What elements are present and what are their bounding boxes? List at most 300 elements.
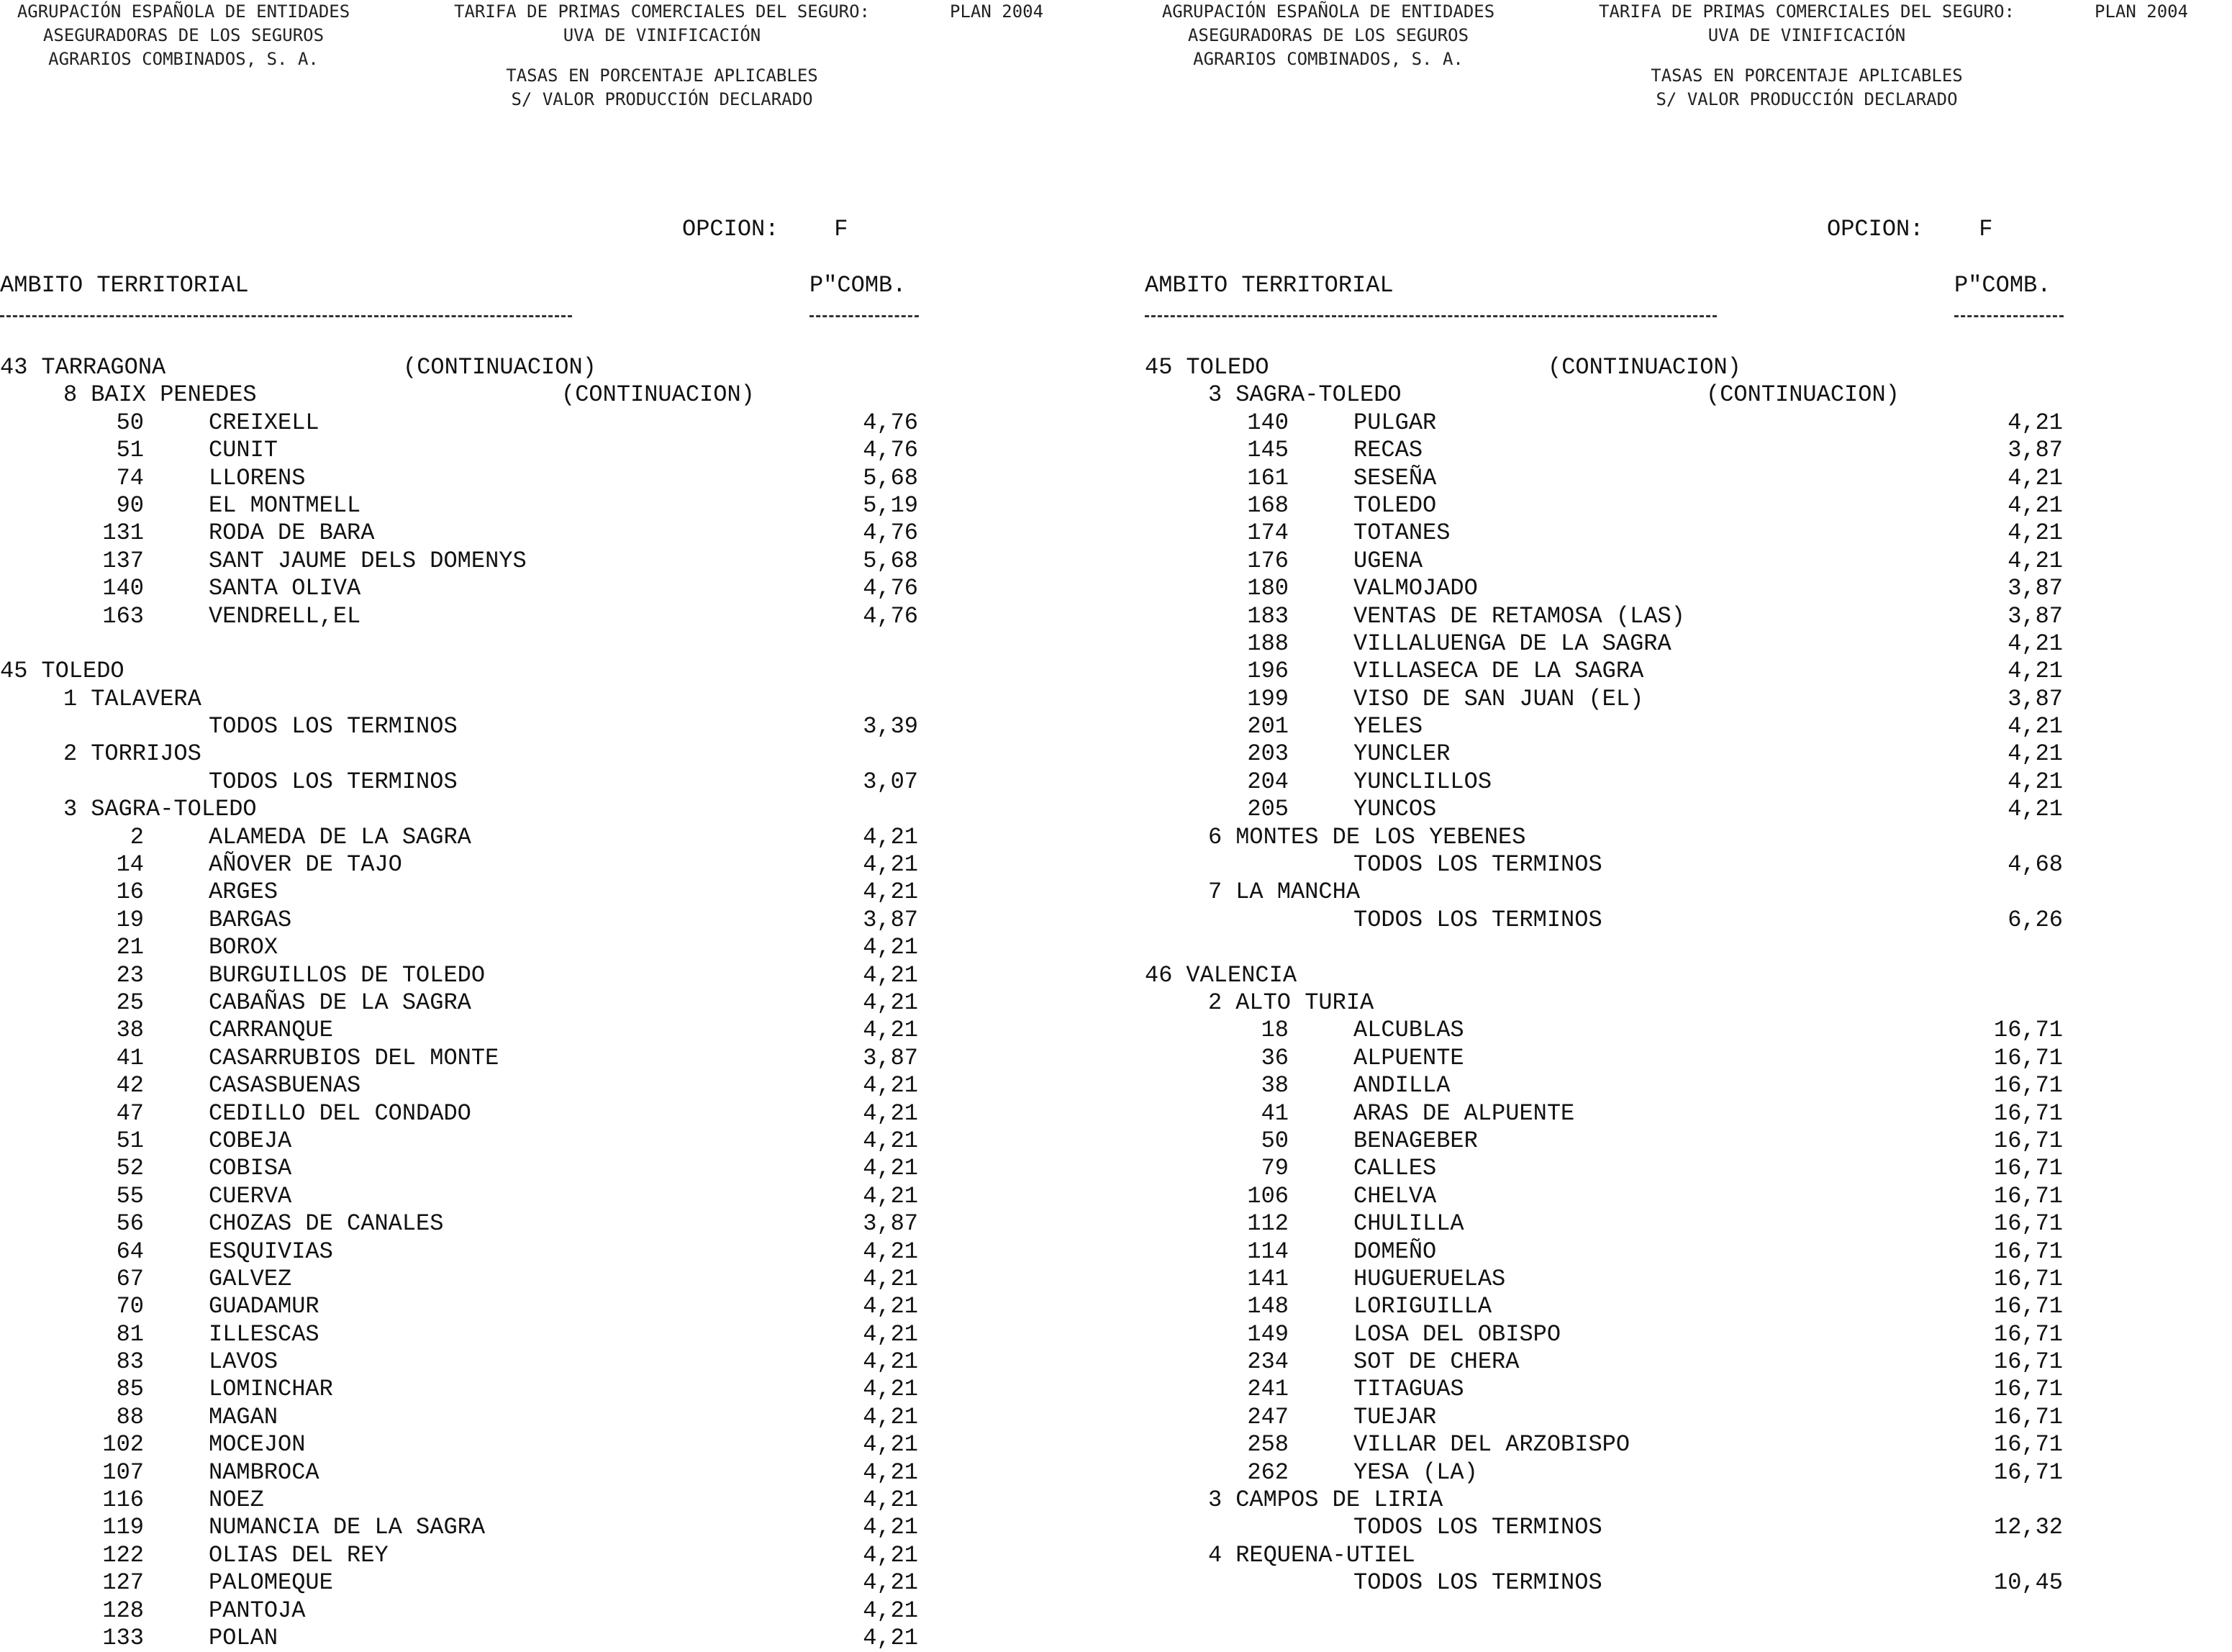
comarca-name: CAMPOS DE LIRIA — [1235, 1487, 1443, 1514]
comarca-name: TORRIJOS — [91, 740, 201, 768]
municipality-code: 145 — [1247, 437, 1289, 464]
municipality-name: RODA DE BARA — [209, 519, 375, 547]
premium-rate: 16,71 — [1993, 1348, 2063, 1376]
municipality-row — [1145, 1238, 2232, 1266]
column-underline-pcomb — [1954, 315, 2064, 317]
municipality-code: 183 — [1247, 602, 1289, 630]
municipality-name: HUGUERUELAS — [1353, 1265, 1506, 1292]
municipality-name: ANDILLA — [1353, 1072, 1451, 1099]
municipality-name: OLIAS DEL REY — [209, 1541, 389, 1569]
municipality-name: YUNCOS — [1353, 796, 1437, 823]
municipality-code: 149 — [1247, 1320, 1289, 1348]
province-row — [0, 354, 1087, 381]
municipality-name: CABAÑAS DE LA SAGRA — [209, 989, 471, 1016]
comarca-row — [0, 796, 1087, 823]
comarca-code: 1 — [63, 685, 78, 712]
municipality-row — [0, 989, 1087, 1017]
municipality-row — [0, 1210, 1087, 1238]
tariff-page-right — [1145, 0, 2232, 1647]
all-terms-row — [1145, 1569, 2232, 1597]
municipality-code: 50 — [1261, 1127, 1289, 1154]
municipality-code: 56 — [116, 1210, 144, 1238]
municipality-name: YUNCLER — [1353, 740, 1451, 768]
municipality-name: LAVOS — [209, 1348, 278, 1376]
province-code: 45 — [0, 658, 28, 685]
municipality-code: 180 — [1247, 575, 1289, 602]
municipality-name: BARGAS — [209, 906, 292, 933]
municipality-row — [0, 1155, 1087, 1182]
municipality-code: 262 — [1247, 1458, 1289, 1486]
municipality-name: PULGAR — [1353, 409, 1437, 436]
all-terms-row — [1145, 851, 2232, 879]
municipality-row — [1145, 1155, 2232, 1182]
option-line — [1827, 216, 1992, 242]
option-label: OPCION: — [1827, 216, 1924, 242]
municipality-code: 64 — [116, 1238, 144, 1265]
municipality-code: 107 — [102, 1458, 144, 1486]
tariff-rows — [1145, 354, 2232, 1597]
municipality-row — [1145, 519, 2232, 547]
municipality-row — [1145, 1459, 2232, 1487]
municipality-code: 90 — [116, 491, 144, 519]
premium-rate: 3,87 — [2008, 437, 2063, 464]
municipality-row — [0, 519, 1087, 547]
municipality-row — [0, 1238, 1087, 1266]
premium-rate: 4,21 — [2008, 547, 2063, 574]
premium-rate: 4,68 — [2008, 851, 2063, 879]
premium-rate: 16,71 — [1993, 1265, 2063, 1292]
comarca-name: LA MANCHA — [1235, 879, 1361, 906]
municipality-code: 18 — [1261, 1017, 1289, 1044]
comarca-row — [0, 381, 1087, 409]
municipality-code: 114 — [1247, 1238, 1289, 1265]
municipality-row — [0, 465, 1087, 492]
municipality-name: NUMANCIA DE LA SAGRA — [209, 1514, 486, 1541]
municipality-name: ILLESCAS — [209, 1320, 319, 1348]
all-terms-label: TODOS LOS TERMINOS — [1353, 1569, 1602, 1597]
premium-rate: 16,71 — [1993, 1431, 2063, 1458]
municipality-row — [0, 1127, 1087, 1155]
municipality-row — [0, 1183, 1087, 1210]
municipality-name: BENAGEBER — [1353, 1127, 1478, 1154]
municipality-name: RECAS — [1353, 437, 1423, 464]
tariff-title: TARIFA DE PRIMAS COMERCIALES DEL SEGURO: UVA DE VINIFICACIÓN — [454, 1, 870, 45]
comarca-code: 3 — [1208, 1487, 1222, 1514]
municipality-row — [0, 1293, 1087, 1320]
municipality-name: CHULILLA — [1353, 1210, 1464, 1238]
comarca-name: REQUENA-UTIEL — [1235, 1541, 1415, 1569]
premium-rate: 4,76 — [863, 437, 918, 464]
municipality-name: VILLAR DEL ARZOBISPO — [1353, 1431, 1630, 1458]
comarca-row — [0, 686, 1087, 713]
municipality-row — [0, 907, 1087, 934]
premium-rate: 16,71 — [1993, 1044, 2063, 1071]
municipality-code: 116 — [102, 1487, 144, 1514]
premium-rate: 4,21 — [863, 1541, 918, 1569]
municipality-code: 14 — [116, 851, 144, 879]
province-row — [1145, 354, 2232, 381]
premium-rate: 4,21 — [863, 1182, 918, 1210]
option-value: F — [834, 216, 848, 242]
option-line — [682, 216, 848, 242]
municipality-row — [0, 409, 1087, 437]
premium-rate: 4,21 — [863, 961, 918, 989]
municipality-name: LOSA DEL OBISPO — [1353, 1320, 1561, 1348]
municipality-name: NOEZ — [209, 1487, 264, 1514]
municipality-name: VENDRELL,EL — [209, 602, 361, 630]
province-name: TARRAGONA — [41, 354, 166, 381]
premium-rate: 16,71 — [1993, 1099, 2063, 1127]
blank-line — [0, 630, 1087, 658]
municipality-row — [1145, 768, 2232, 796]
municipality-code: 137 — [102, 547, 144, 574]
municipality-code: 41 — [1261, 1099, 1289, 1127]
comarca-name: SAGRA-TOLEDO — [91, 796, 257, 823]
municipality-row — [1145, 658, 2232, 685]
premium-rate: 3,87 — [863, 1210, 918, 1238]
municipality-name: YELES — [1353, 713, 1423, 740]
municipality-code: 81 — [116, 1320, 144, 1348]
municipality-row — [1145, 1100, 2232, 1127]
premium-rate: 5,19 — [863, 491, 918, 519]
municipality-code: 50 — [116, 409, 144, 436]
insurer-name: AGRUPACIÓN ESPAÑOLA DE ENTIDADES ASEGURADORAS DE LOS SEGUROS AGRARIOS COMBINADOS, S. A. — [17, 1, 350, 69]
municipality-name: MOCEJON — [209, 1431, 306, 1458]
province-code: 46 — [1145, 961, 1173, 989]
premium-rate: 4,21 — [863, 989, 918, 1016]
premium-rate: 4,21 — [863, 1431, 918, 1458]
municipality-name: CUERVA — [209, 1182, 292, 1210]
municipality-code: 131 — [102, 519, 144, 547]
municipality-name: CHELVA — [1353, 1182, 1437, 1210]
municipality-row — [1145, 1127, 2232, 1155]
municipality-name: ALCUBLAS — [1353, 1017, 1464, 1044]
premium-rate: 16,71 — [1993, 1072, 2063, 1099]
continuation-label: (CONTINUACION) — [1706, 381, 1900, 409]
comarca-code: 2 — [63, 740, 78, 768]
premium-rate: 12,32 — [1993, 1514, 2063, 1541]
province-code: 43 — [0, 354, 28, 381]
premium-rate: 4,76 — [863, 575, 918, 602]
municipality-code: 42 — [116, 1072, 144, 1099]
premium-rate: 4,21 — [863, 1238, 918, 1265]
municipality-row — [1145, 1404, 2232, 1431]
municipality-row — [1145, 1045, 2232, 1072]
municipality-code: 51 — [116, 437, 144, 464]
municipality-row — [1145, 1431, 2232, 1458]
municipality-name: YUNCLILLOS — [1353, 768, 1492, 795]
municipality-row — [0, 1321, 1087, 1348]
municipality-code: 38 — [116, 1017, 144, 1044]
municipality-name: AÑOVER DE TAJO — [209, 851, 402, 879]
premium-rate: 16,71 — [1993, 1403, 2063, 1430]
municipality-name: COBEJA — [209, 1127, 292, 1154]
premium-rate: 4,21 — [2008, 796, 2063, 823]
comarca-row — [1145, 989, 2232, 1017]
premium-rate: 4,21 — [863, 934, 918, 961]
municipality-row — [1145, 1293, 2232, 1320]
municipality-row — [0, 1514, 1087, 1541]
municipality-name: VENTAS DE RETAMOSA (LAS) — [1353, 602, 1685, 630]
municipality-row — [0, 1100, 1087, 1127]
province-code: 45 — [1145, 354, 1173, 381]
municipality-row — [0, 1459, 1087, 1487]
premium-rate: 4,21 — [2008, 713, 2063, 740]
premium-rate: 3,87 — [2008, 685, 2063, 712]
municipality-name: POLAN — [209, 1624, 278, 1651]
premium-rate: 3,87 — [863, 906, 918, 933]
municipality-code: 21 — [116, 934, 144, 961]
municipality-code: 52 — [116, 1155, 144, 1182]
municipality-name: BURGUILLOS DE TOLEDO — [209, 961, 486, 989]
municipality-name: CASARRUBIOS DEL MONTE — [209, 1044, 499, 1071]
premium-rate: 3,87 — [2008, 602, 2063, 630]
municipality-row — [0, 851, 1087, 879]
municipality-row — [1145, 686, 2232, 713]
comarca-name: ALTO TURIA — [1235, 989, 1374, 1016]
municipality-row — [1145, 740, 2232, 768]
premium-rate: 4,21 — [863, 1265, 918, 1292]
municipality-code: 74 — [116, 464, 144, 491]
municipality-row — [1145, 630, 2232, 658]
rates-note: TASAS EN PORCENTAJE APLICABLES S/ VALOR PRODUCCIÓN DECLARADO — [506, 65, 818, 109]
municipality-name: CARRANQUE — [209, 1017, 333, 1044]
municipality-row — [0, 1625, 1087, 1652]
column-underline-pcomb — [809, 315, 919, 317]
premium-rate: 5,68 — [863, 547, 918, 574]
municipality-name: DOMEÑO — [1353, 1238, 1437, 1265]
comarca-name: MONTES DE LOS YEBENES — [1235, 823, 1526, 850]
plan-label: PLAN 2004 — [950, 1, 1044, 22]
premium-rate: 10,45 — [1993, 1569, 2063, 1597]
continuation-label: (CONTINUACION) — [1548, 354, 1741, 381]
municipality-name: CHOZAS DE CANALES — [209, 1210, 444, 1238]
municipality-name: CREIXELL — [209, 409, 319, 436]
municipality-code: 234 — [1247, 1348, 1289, 1376]
municipality-name: GALVEZ — [209, 1265, 292, 1292]
premium-rate: 4,21 — [2008, 409, 2063, 436]
premium-rate: 4,21 — [863, 1099, 918, 1127]
municipality-row — [1145, 1348, 2232, 1376]
municipality-code: 47 — [116, 1099, 144, 1127]
all-terms-row — [1145, 907, 2232, 934]
municipality-row — [1145, 1072, 2232, 1099]
municipality-row — [0, 1542, 1087, 1569]
municipality-name: PANTOJA — [209, 1597, 306, 1624]
comarca-code: 8 — [63, 381, 78, 409]
municipality-name: ALPUENTE — [1353, 1044, 1464, 1071]
municipality-row — [0, 1376, 1087, 1403]
municipality-name: GUADAMUR — [209, 1293, 319, 1320]
column-header-pcomb: P"COMB. — [809, 272, 907, 299]
municipality-name: LLORENS — [209, 464, 306, 491]
premium-rate: 16,71 — [1993, 1017, 2063, 1044]
premium-rate: 3,87 — [2008, 575, 2063, 602]
comarca-name: TALAVERA — [91, 685, 201, 712]
tariff-page-left — [0, 0, 1087, 1651]
premium-rate: 4,21 — [863, 1597, 918, 1624]
municipality-name: CUNIT — [209, 437, 278, 464]
premium-rate: 4,21 — [2008, 519, 2063, 547]
municipality-code: 38 — [1261, 1072, 1289, 1099]
municipality-name: VISO DE SAN JUAN (EL) — [1353, 685, 1644, 712]
premium-rate: 5,68 — [863, 464, 918, 491]
municipality-row — [1145, 713, 2232, 740]
premium-rate: 4,21 — [2008, 658, 2063, 685]
municipality-name: PALOMEQUE — [209, 1569, 333, 1597]
municipality-row — [1145, 575, 2232, 602]
premium-rate: 4,21 — [863, 1624, 918, 1651]
premium-rate: 4,21 — [863, 823, 918, 850]
municipality-name: VALMOJADO — [1353, 575, 1478, 602]
municipality-code: 199 — [1247, 685, 1289, 712]
municipality-row — [1145, 603, 2232, 630]
municipality-row — [0, 1487, 1087, 1514]
municipality-row — [1145, 1321, 2232, 1348]
municipality-name: VILLALUENGA DE LA SAGRA — [1353, 630, 1671, 657]
comarca-code: 3 — [1208, 381, 1222, 409]
municipality-code: 205 — [1247, 796, 1289, 823]
all-terms-row — [1145, 1514, 2232, 1541]
municipality-code: 148 — [1247, 1293, 1289, 1320]
province-row — [0, 658, 1087, 685]
municipality-name: ARGES — [209, 879, 278, 906]
tariff-title: TARIFA DE PRIMAS COMERCIALES DEL SEGURO: UVA DE VINIFICACIÓN — [1599, 1, 2015, 45]
premium-rate: 16,71 — [1993, 1155, 2063, 1182]
municipality-name: TOLEDO — [1353, 491, 1437, 519]
province-name: TOLEDO — [1186, 354, 1269, 381]
municipality-name: TITAGUAS — [1353, 1376, 1464, 1403]
premium-rate: 3,07 — [863, 768, 918, 795]
municipality-name: ALAMEDA DE LA SAGRA — [209, 823, 471, 850]
municipality-row — [1145, 409, 2232, 437]
municipality-code: 19 — [116, 906, 144, 933]
premium-rate: 4,76 — [863, 409, 918, 436]
comarca-row — [1145, 1487, 2232, 1514]
municipality-row — [1145, 1017, 2232, 1044]
comarca-row — [1145, 879, 2232, 906]
municipality-row — [0, 575, 1087, 602]
all-terms-row — [0, 713, 1087, 740]
municipality-name: LORIGUILLA — [1353, 1293, 1492, 1320]
premium-rate: 4,21 — [863, 1403, 918, 1430]
premium-rate: 4,21 — [863, 1458, 918, 1486]
municipality-code: 140 — [1247, 409, 1289, 436]
municipality-name: EL MONTMELL — [209, 491, 361, 519]
municipality-code: 163 — [102, 602, 144, 630]
municipality-code: 79 — [1261, 1155, 1289, 1182]
municipality-code: 23 — [116, 961, 144, 989]
municipality-row — [0, 962, 1087, 989]
municipality-name: UGENA — [1353, 547, 1423, 574]
premium-rate: 4,21 — [2008, 768, 2063, 795]
municipality-code: 85 — [116, 1376, 144, 1403]
municipality-row — [0, 1045, 1087, 1072]
all-terms-label: TODOS LOS TERMINOS — [209, 713, 458, 740]
column-underline-ambito — [1145, 315, 1717, 317]
municipality-code: 161 — [1247, 464, 1289, 491]
municipality-row — [0, 1266, 1087, 1293]
all-terms-label: TODOS LOS TERMINOS — [1353, 1514, 1602, 1541]
municipality-code: 16 — [116, 879, 144, 906]
municipality-code: 127 — [102, 1569, 144, 1597]
municipality-row — [0, 1072, 1087, 1099]
column-header-ambito: AMBITO TERRITORIAL — [1145, 272, 1394, 299]
column-header-pcomb: P"COMB. — [1954, 272, 2051, 299]
municipality-name: SANTA OLIVA — [209, 575, 361, 602]
comarca-row — [1145, 824, 2232, 851]
municipality-code: 196 — [1247, 658, 1289, 685]
municipality-name: MAGAN — [209, 1403, 278, 1430]
municipality-code: 174 — [1247, 519, 1289, 547]
municipality-code: 41 — [116, 1044, 144, 1071]
municipality-name: ARAS DE ALPUENTE — [1353, 1099, 1575, 1127]
municipality-code: 188 — [1247, 630, 1289, 657]
premium-rate: 4,76 — [863, 519, 918, 547]
municipality-name: SOT DE CHERA — [1353, 1348, 1520, 1376]
municipality-name: TOTANES — [1353, 519, 1451, 547]
municipality-row — [0, 603, 1087, 630]
premium-rate: 16,71 — [1993, 1458, 2063, 1486]
comarca-row — [1145, 381, 2232, 409]
municipality-row — [0, 824, 1087, 851]
municipality-name: VILLASECA DE LA SAGRA — [1353, 658, 1644, 685]
premium-rate: 16,71 — [1993, 1293, 2063, 1320]
premium-rate: 4,21 — [863, 1569, 918, 1597]
province-name: VALENCIA — [1186, 961, 1297, 989]
premium-rate: 6,26 — [2008, 906, 2063, 933]
municipality-code: 70 — [116, 1293, 144, 1320]
municipality-row — [0, 437, 1087, 464]
municipality-name: YESA (LA) — [1353, 1458, 1478, 1486]
province-name: TOLEDO — [41, 658, 124, 685]
all-terms-label: TODOS LOS TERMINOS — [1353, 906, 1602, 933]
comarca-code: 2 — [1208, 989, 1222, 1016]
municipality-code: 51 — [116, 1127, 144, 1154]
municipality-code: 83 — [116, 1348, 144, 1376]
municipality-code: 106 — [1247, 1182, 1289, 1210]
municipality-row — [1145, 1210, 2232, 1238]
municipality-code: 241 — [1247, 1376, 1289, 1403]
plan-label: PLAN 2004 — [2095, 1, 2189, 22]
comarca-name: SAGRA-TOLEDO — [1235, 381, 1402, 409]
comarca-name: BAIX PENEDES — [91, 381, 257, 409]
municipality-code: 133 — [102, 1624, 144, 1651]
municipality-row — [1145, 465, 2232, 492]
comarca-row — [1145, 1542, 2232, 1569]
municipality-name: SANT JAUME DELS DOMENYS — [209, 547, 527, 574]
municipality-row — [0, 1017, 1087, 1044]
premium-rate: 4,21 — [2008, 740, 2063, 768]
municipality-code: 258 — [1247, 1431, 1289, 1458]
premium-rate: 4,21 — [863, 1155, 918, 1182]
premium-rate: 16,71 — [1993, 1320, 2063, 1348]
premium-rate: 4,21 — [863, 1514, 918, 1541]
municipality-row — [1145, 796, 2232, 823]
municipality-code: 25 — [116, 989, 144, 1016]
premium-rate: 4,21 — [863, 879, 918, 906]
municipality-code: 36 — [1261, 1044, 1289, 1071]
municipality-row — [0, 1404, 1087, 1431]
municipality-row — [1145, 1183, 2232, 1210]
premium-rate: 4,21 — [863, 1072, 918, 1099]
premium-rate: 4,21 — [863, 1348, 918, 1376]
municipality-code: 141 — [1247, 1265, 1289, 1292]
comarca-code: 6 — [1208, 823, 1222, 850]
premium-rate: 16,71 — [1993, 1238, 2063, 1265]
municipality-name: ESQUIVIAS — [209, 1238, 333, 1265]
option-label: OPCION: — [682, 216, 779, 242]
